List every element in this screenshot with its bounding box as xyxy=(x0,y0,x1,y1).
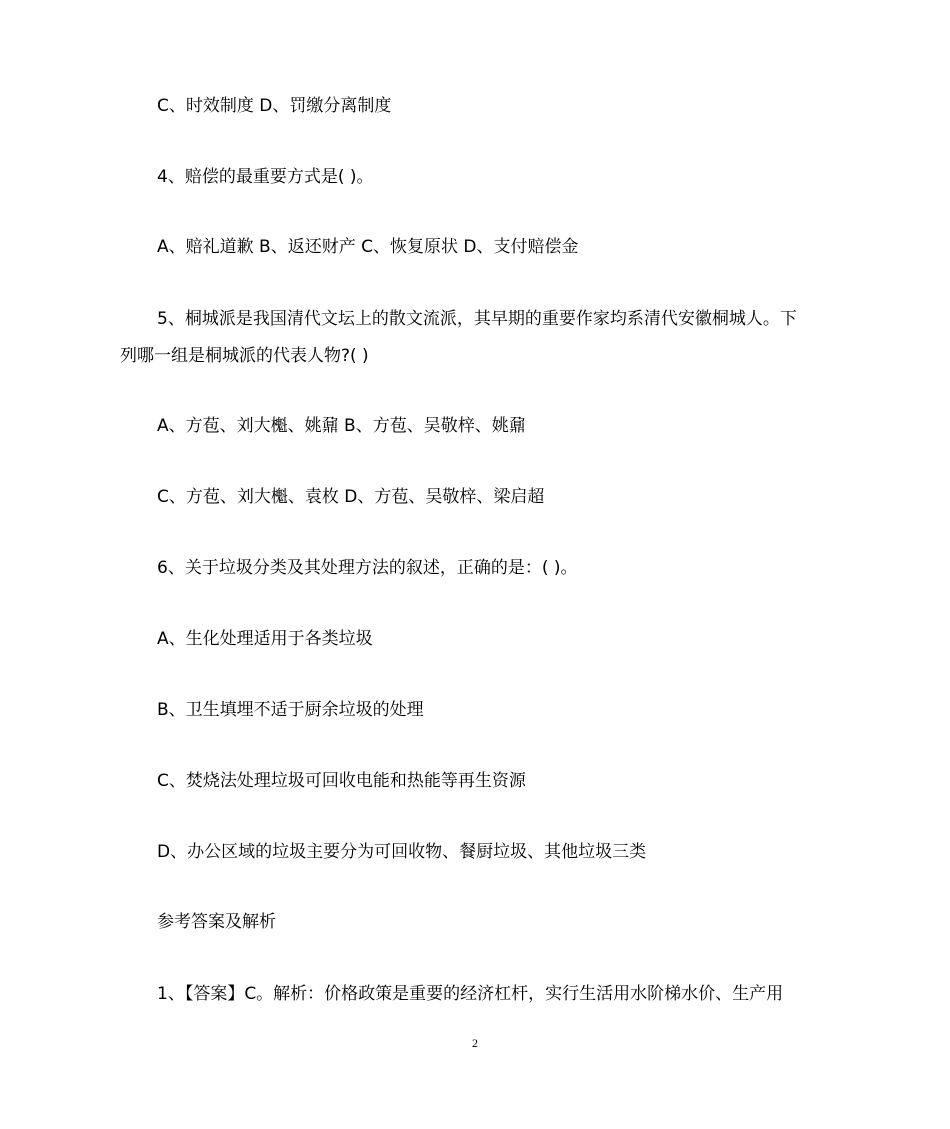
option-line-q5-ab: A、方苞、刘大櫆、姚鼐 B、方苞、吴敬梓、姚鼐 xyxy=(157,416,526,436)
answers-heading: 参考答案及解析 xyxy=(157,912,276,932)
option-q6-c: C、焚烧法处理垃圾可回收电能和热能等再生资源 xyxy=(157,771,526,791)
answer-1-line-1: 1、【答案】C。解析：价格政策是重要的经济杠杆，实行生活用水阶梯水价、生产用 xyxy=(157,984,784,1004)
question-6: 6、关于垃圾分类及其处理方法的叙述，正确的是：( )。 xyxy=(157,558,578,578)
question-5-line-2: 列哪一组是桐城派的代表人物?( ) xyxy=(120,346,369,366)
option-line-q4: A、赔礼道歉 B、返还财产 C、恢复原状 D、支付赔偿金 xyxy=(157,237,579,257)
question-4: 4、赔偿的最重要方式是( )。 xyxy=(157,167,374,187)
question-5-line-1: 5、桐城派是我国清代文坛上的散文流派，其早期的重要作家均系清代安徽桐城人。下 xyxy=(157,309,797,329)
option-q6-b: B、卫生填埋不适于厨余垃圾的处理 xyxy=(157,700,424,720)
option-q6-a: A、生化处理适用于各类垃圾 xyxy=(157,629,373,649)
option-line-q3-cd: C、时效制度 D、罚缴分离制度 xyxy=(157,96,392,116)
option-q6-d: D、办公区域的垃圾主要分为可回收物、餐厨垃圾、其他垃圾三类 xyxy=(157,842,647,862)
option-line-q5-cd: C、方苞、刘大櫆、袁枚 D、方苞、吴敬梓、梁启超 xyxy=(157,487,545,507)
page-number: 2 xyxy=(472,1036,478,1050)
